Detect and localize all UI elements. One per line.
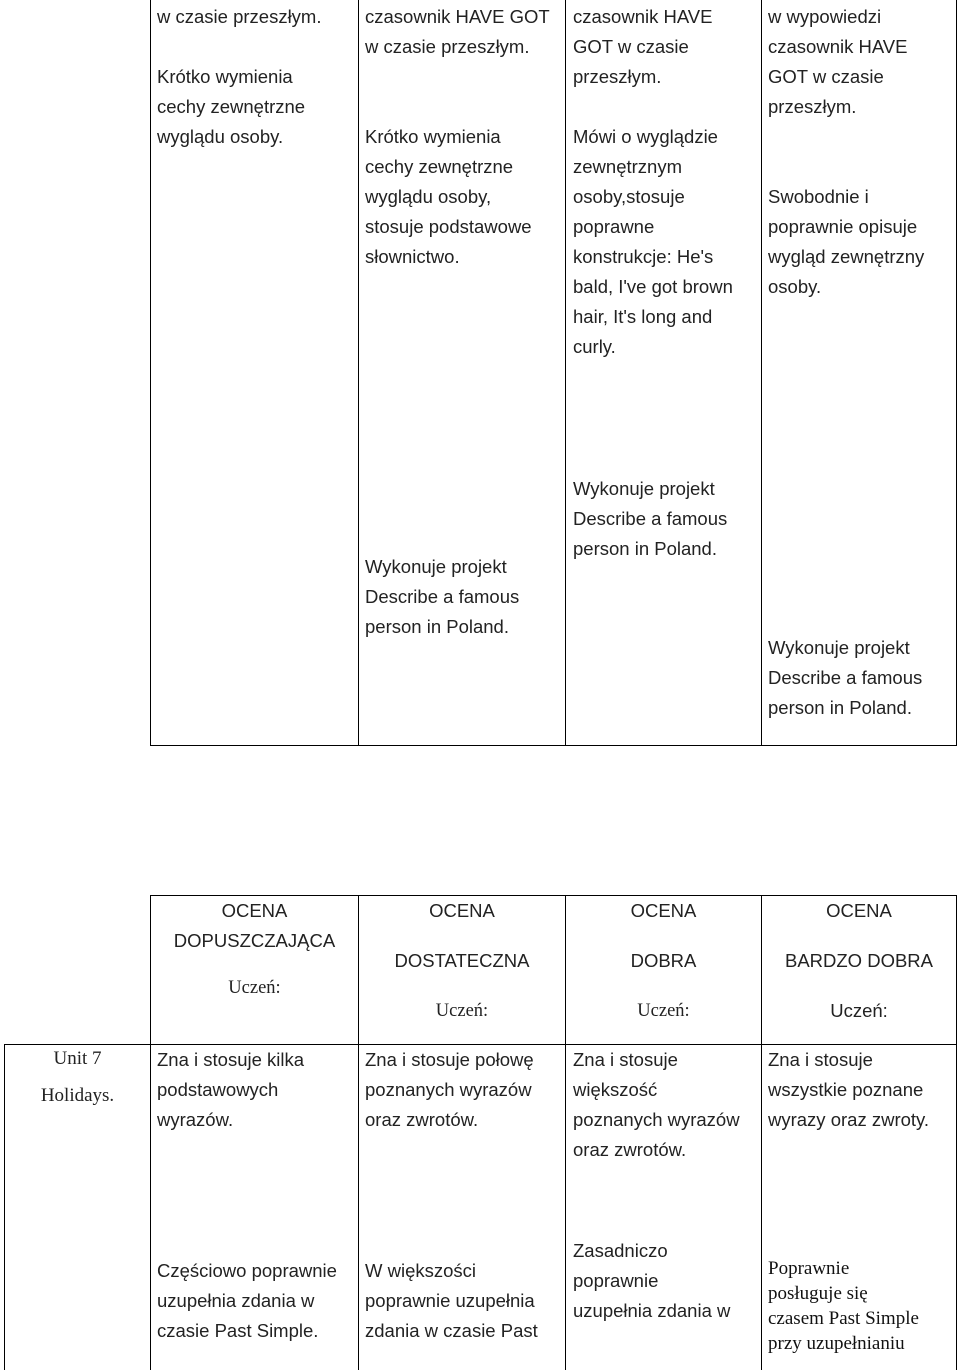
table-cell: Poprawnie posługuje się czasem Past Simple przy uzupełnianiu: [768, 1258, 919, 1354]
table-top-divider: [761, 0, 762, 746]
student-label: Uczeń:: [637, 1001, 690, 1021]
grade-label: OCENA: [630, 900, 697, 921]
table-top-cell: w wypowiedzi czasownik HAVE GOT w czasie przeszłym. Swobodnie i poprawnie opisuje wygląd zewnętrzny osoby.: [768, 6, 925, 297]
table-top-cell: Wykonuje projekt Describe a famous person in Poland.: [768, 637, 923, 718]
unit-number: Unit 7: [53, 1048, 102, 1069]
table-top-border: [956, 0, 957, 746]
table-top-divider: [565, 0, 566, 746]
table-top-bottom-border: [150, 745, 957, 746]
grade-name: BARDZO DOBRA: [784, 950, 934, 971]
table-cell: Zna i stosuje kilka podstawowych wyrazów.: [157, 1049, 305, 1130]
table-top-cell: Wykonuje projekt Describe a famous person in Poland.: [365, 556, 520, 637]
table-top-border: [150, 0, 151, 746]
table-unit7-border: [956, 895, 957, 1370]
table-cell: Zna i stosuje większość poznanych wyrazów oraz zwrotów.: [573, 1049, 740, 1160]
student-label: Uczeń:: [830, 1000, 888, 1021]
table-top-divider: [358, 0, 359, 746]
table-top-cell: w czasie przeszłym. Krótko wymienia cechy zewnętrzne wyglądu osoby.: [157, 6, 322, 147]
student-label: Uczeń:: [435, 1001, 489, 1021]
table-cell: Częściowo poprawnie uzupełnia zdania w czasie Past Simple.: [157, 1260, 337, 1341]
table-cell: W większości poprawnie uzupełnia zdania w czasie Past: [365, 1260, 538, 1341]
grade-label: OCENA: [826, 900, 892, 921]
table-unit7-divider: [150, 895, 151, 1370]
grade-label: OCENA: [429, 900, 495, 921]
table-cell: Zna i stosuje wszystkie poznane wyrazy oraz zwroty.: [768, 1049, 930, 1130]
unit-title: Holidays.: [40, 1085, 115, 1106]
grade-name: DOBRA: [630, 950, 697, 971]
table-top-cell: Wykonuje projekt Describe a famous person in Poland.: [573, 478, 728, 559]
table-cell: Zasadniczo poprawnie uzupełnia zdania w: [573, 1240, 731, 1321]
student-label: Uczeń:: [228, 978, 281, 998]
grade-name: DOSTATECZNA: [394, 950, 530, 971]
table-top-cell: czasownik HAVE GOT w czasie przeszłym. Krótko wymienia cechy zewnętrzne wyglądu osoby, stosuje podstawowe słownictwo.: [365, 6, 550, 267]
table-cell: Zna i stosuje połowę poznanych wyrazów oraz zwrotów.: [365, 1049, 534, 1130]
table-top-cell: czasownik HAVE GOT w czasie przeszłym. Mówi o wyglądzie zewnętrznym osoby,stosuje poprawne konstrukcje: He's bald, I've got brown hair, It's long and curly.: [573, 6, 733, 357]
grade-label: OCENA: [221, 900, 288, 921]
grade-name: DOPUSZCZAJĄCA: [173, 930, 336, 951]
